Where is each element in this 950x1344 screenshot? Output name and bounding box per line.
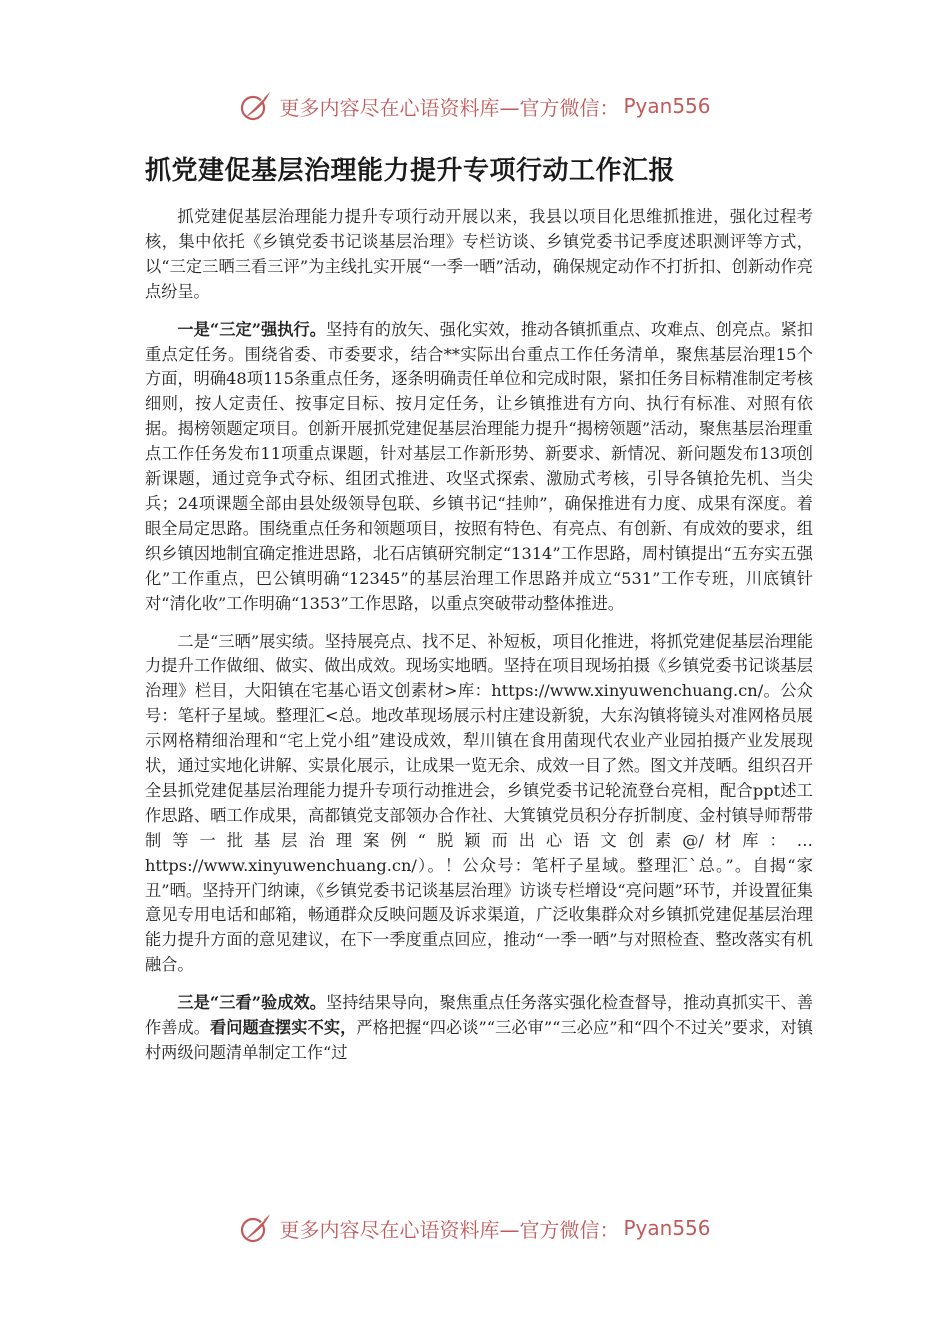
section-one-heading: 一是“三定”强执行。: [177, 319, 326, 339]
paragraph-section-one: [145, 318, 813, 617]
banner-wechat-id: Pyan556: [623, 1216, 711, 1240]
footer-banner: [0, 1208, 950, 1248]
section-three-text: 坚持结果导向，聚焦重点任务落实强化检查督导，推动真抓实干、善作善成。: [145, 993, 814, 1038]
section-one-text: 坚持有的放矢、强化实效，推动各镇抓重点、攻难点、创亮点。紧扣重点定任务。围绕省委、市委要求，结合**实际出台重点工作任务清单，聚焦基层治理15个方面，明确48项115条重点任务，逐条明确责任单位和完成时限，紧扣任务目标精准制定考核细则，按人定责任、按事定目标、按月定任务，让乡镇推进有方向、执行有标准、对照有依据。揭榜领题定项目。创新开展抓党建促基层治理能力提升“揭榜领题”活动，聚焦基层治理重点工作任务发布11项重点课题，针对基层工作新形势、新要求、新情况、新问题发布13项创新课题，通过竞争式夺标、组团式推进、攻坚式探索、激励式考核，引导各镇抢先机、当尖兵；24项课题全部由县处级领导包联、乡镇书记“挂帅”，确保推进有力度、成果有深度。着眼全局定思路。围绕重点任务和领题项目，按照有特色、有亮点、有创新、有成效的要求，组织乡镇因地制宜确定推进思路，北石店镇研究制定“1314”工作思路，周村镇提出“五夯实五强化”工作重点，巴公镇明确“12345”的基层治理工作思路并成立“531”工作专班，川底镇针对“清化收”工作明确“1353”工作思路，以重点突破带动整体推进。: [145, 319, 814, 613]
quill-logo-icon: [239, 89, 273, 123]
header-banner: [0, 86, 950, 126]
paragraph-intro: 抓党建促基层治理能力提升专项行动开展以来，我县以项目化思维抓推进，强化过程考核，集中依托《乡镇党委书记谈基层治理》专栏访谈、乡镇党委书记季度述职测评等方式，以“三定三晒三看三评”为主线扎实开展“一季一晒”活动，确保规定动作不打折扣、创新动作亮点纷呈。: [145, 207, 813, 301]
quill-logo-icon: [239, 1211, 273, 1245]
section-three-heading: 三是“三看”验成效。: [177, 993, 326, 1013]
section-three-subheading: 看问题查摆实不实，: [210, 1018, 357, 1038]
document-title: 抓党建促基层治理能力提升专项行动工作汇报: [145, 156, 676, 186]
paragraph-section-two: 二是“三晒”展实绩。坚持展亮点、找不足、补短板，项目化推进，将抓党建促基层治理能力提升工作做细、做实、做出成效。现场实地晒。坚持在项目现场拍摄《乡镇党委书记谈基层治理》栏目，大阳镇在宅基心语文创素材>库：https://www.xinyuwenchuang.cn/。公众号：笔杆子星域。整理汇<总。地改革现场展示村庄建设新貌，大东沟镇将镜头对准网格员展示网格精细治理和“宅上党小组”建设成效，犁川镇在食用菌现代农业产业园拍摄产业发展现状，通过实地化讲解、实景化展示，让成果一览无余、成效一目了然。图文并茂晒。组织召开全县抓党建促基层治理能力提升专项行动推进会，乡镇党委书记轮流登台亮相，配合ppt述工作思路、晒工作成果，高都镇党支部领办合作社、大箕镇党员积分存折制度、金村镇导师帮带制等一批基层治理案例“脱颖而出心语文创素@/材库：…https://www.xinyuwenchuang.cn/）。！公众号：笔杆子星域。整理汇`总。”。自揭“家丑”晒。坚持开门纳谏，《乡镇党委书记谈基层治理》访谈专栏增设“亮问题”环节，并设置征集意见专用电话和邮箱，畅通群众反映问题及诉求渠道，广泛收集群众对乡镇抓党建促基层治理能力提升方面的意见建议，在下一季度重点回应，推动“一季一晒”与对照检查、整改落实有机融合。: [145, 631, 813, 975]
section-three-text-continued: 严格把握“四必谈”“三必审”“三必应”和“四个不过关”要求，对镇村两级问题清单制定工作“过: [145, 1018, 814, 1062]
paragraph-section-three: [145, 991, 813, 1066]
banner-text: 更多内容尽在心语资料库—官方微信：: [279, 1217, 620, 1242]
banner-text: 更多内容尽在心语资料库—官方微信：: [279, 95, 620, 120]
banner-wechat-id: Pyan556: [623, 94, 711, 118]
document-body: [145, 205, 813, 1066]
